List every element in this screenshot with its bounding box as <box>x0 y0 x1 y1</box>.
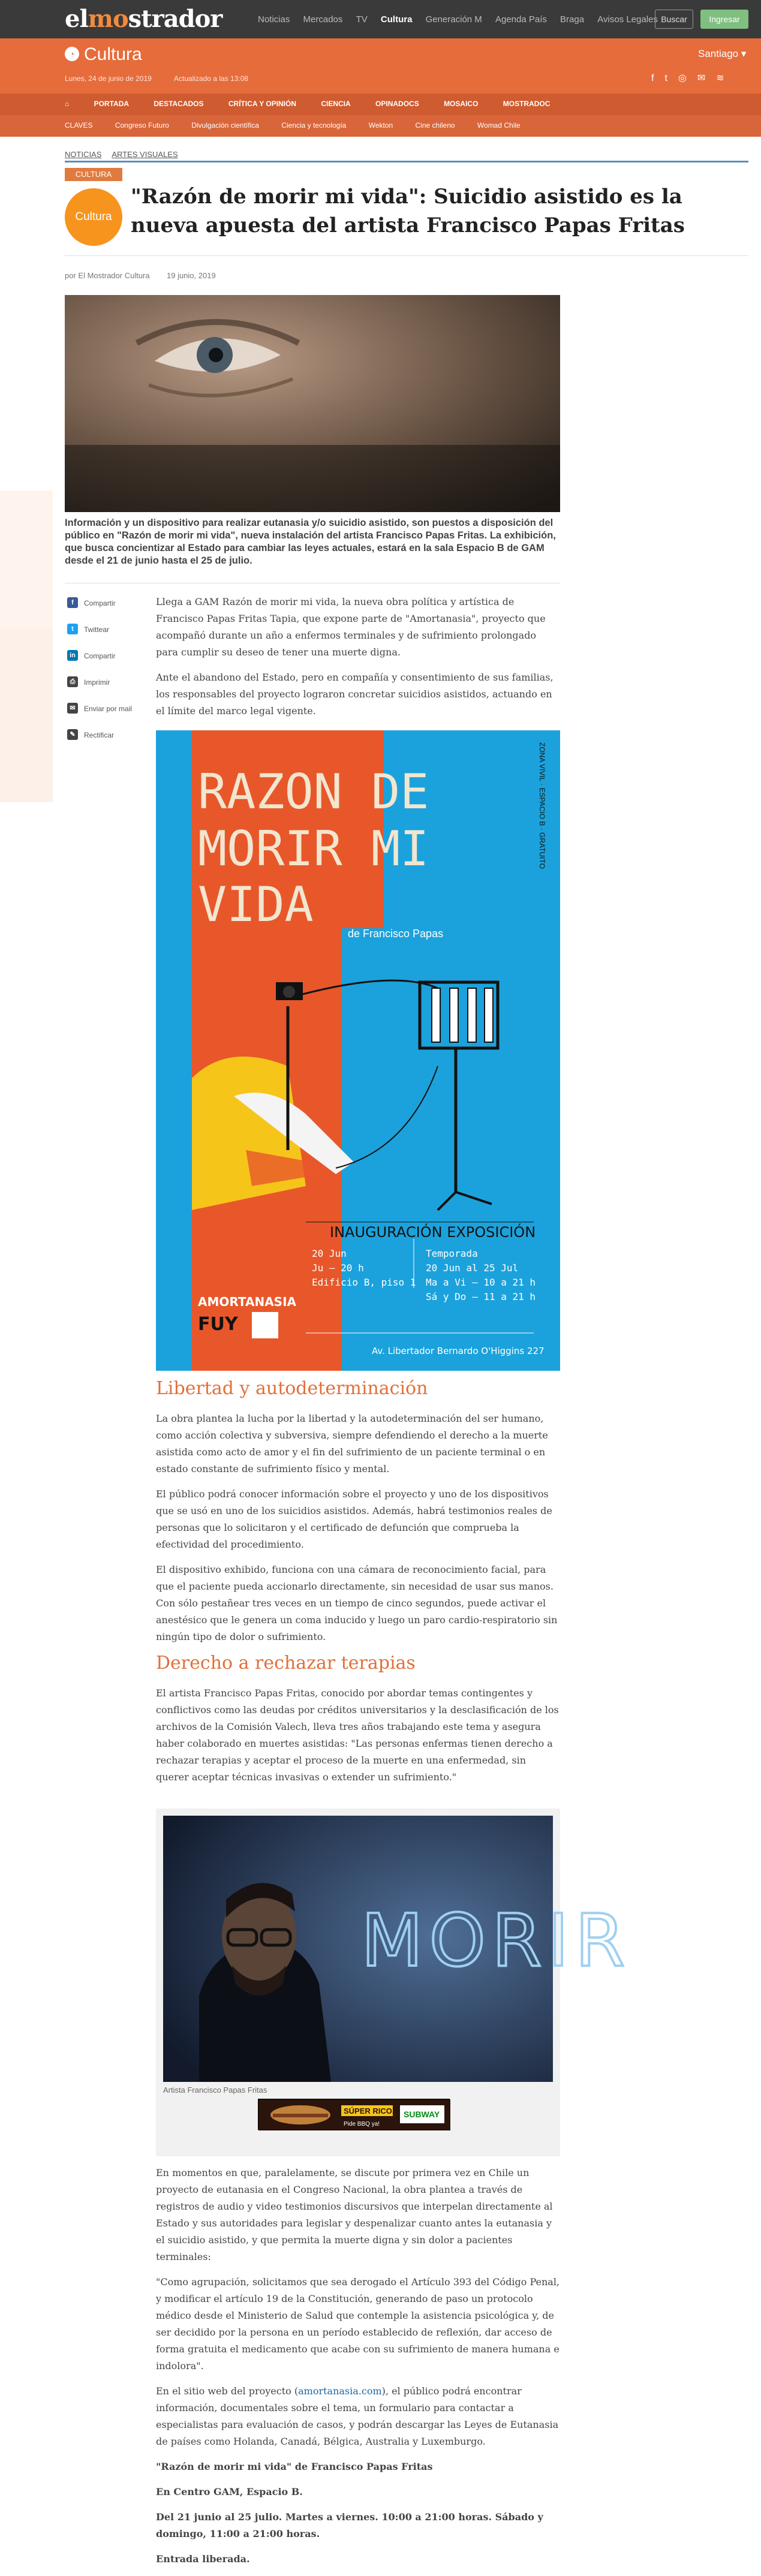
hero-image <box>65 295 560 512</box>
poster-brand: AMORTANASIA <box>198 1295 296 1309</box>
facebook-icon: f <box>67 597 78 608</box>
ad-brand: SUBWAY <box>404 2109 440 2119</box>
paragraph: El dispositivo exhibido, funciona con una cámara de reconocimiento facial, para que el paciente pueda accionarlo directamente, sin necesidad de usar sus manos. Con sólo pestañear tres veces en un tiempo de cinco segundos, puede activar el anestésico que le genera un coma inducido y luego un paro cardio-respiratorio sin ningún tipo de dolor o sufrimiento. <box>156 1564 558 1642</box>
instagram-icon[interactable]: ◎ <box>678 73 697 83</box>
poster-title-3: VIDA <box>198 877 314 932</box>
nav-braga[interactable]: Braga <box>560 14 585 25</box>
login-button[interactable]: Ingresar <box>700 10 748 29</box>
category-tag[interactable]: CULTURA <box>65 168 122 181</box>
current-date: Lunes, 24 de junio de 2019 <box>65 74 152 83</box>
share-sidebar <box>65 597 143 756</box>
article-section-1 <box>156 1410 560 1654</box>
secondary-section-nav <box>0 115 761 137</box>
poster-season-hours-2: Sá y Do – 11 a 21 h <box>426 1291 536 1302</box>
ad-line-1: SÚPER RICO. <box>344 2106 395 2115</box>
nav1-portada[interactable]: PORTADA <box>94 100 130 108</box>
paragraph: El público podrá conocer información sobre el proyecto y uno de los dispositivos que se usó en uno de los suicidios asistidos. Además, habrá testimonios reales de personas que lo solicitaron y el certificado de defunción que comprueba la efectividad del procedimiento. <box>156 1488 552 1550</box>
social-links <box>651 72 735 84</box>
twitter-icon: t <box>67 624 78 634</box>
nav1-ciencia[interactable]: CIENCIA <box>321 100 351 108</box>
section-heading: Libertad y autodeterminación <box>156 1378 428 1399</box>
primary-section-nav <box>0 94 761 115</box>
article-title: "Razón de morir mi vida": Suicidio asistido es la nueva apuesta del artista Francisco Papas Fritas <box>131 185 685 237</box>
city-label: Santiago <box>698 48 739 59</box>
share-rectificar[interactable] <box>65 729 143 756</box>
poster-place: Edificio B, piso 1 <box>312 1277 416 1288</box>
share-email[interactable] <box>65 703 143 729</box>
share-twitter[interactable] <box>65 624 143 650</box>
artist-portrait <box>163 1816 631 2082</box>
exhibition-poster <box>156 730 560 1371</box>
share-linkedin[interactable] <box>65 650 143 676</box>
paragraph-with-link <box>156 2383 560 2450</box>
nav1-mostradoc[interactable]: MOSTRADOC <box>503 100 551 108</box>
nav1-opinadocs[interactable]: OPINADOCS <box>375 100 419 108</box>
info-venue: En Centro GAM, Espacio B. <box>156 2486 303 2497</box>
poster-title-2: MORIR MI <box>198 821 429 877</box>
share-label: Enviar por mail <box>84 705 133 713</box>
divider <box>65 255 748 256</box>
logo-part2: strador <box>128 5 222 33</box>
paragraph: "Como agrupación, solicitamos que sea derogado el Artículo 393 del Código Penal, y modificar el artículo 19 de la Constitución, generando de paso un protocolo médico desde el Ministerio de Salud que contemple la asistencia psicológica y, de ser decidido por la persona en un período establecido de reflexión, dar acceso de forma gratuita el medicamento que acabe con su sufrimiento de manera humana e indolora". <box>156 2276 560 2372</box>
top-bar <box>0 0 761 38</box>
paragraph: La obra plantea la lucha por la libertad y la autodeterminación del ser humano, como acción colectiva y subversiva, siempre defendiendo el derecho a la muerte asistida como acto de amor y el fin del sufrimiento de un paciente terminal o en estado constante de sufrimiento físico y mental. <box>156 1413 548 1474</box>
share-label: Twittear <box>84 625 110 634</box>
share-label: Rectificar <box>84 731 115 739</box>
paragraph: En momentos en que, paralelamente, se discute por primera vez en Chile un proyecto de eutanasia en el Congreso Nacional, la obra plantea a través de registros de audio y video testimonios discursivos que interpelan directamente al Estado y sus autoridades para legislar y despenalizar cuanto antes la eutanasia y el suicidio asistido, y que permita la muerte digna y sin dolor a pacientes terminales: <box>156 2167 553 2262</box>
poster-date: 20 Jun <box>312 1248 347 1259</box>
ad-line-2: Pide BBQ ya! <box>344 2121 380 2127</box>
poster-brand-2: FUY <box>198 1314 238 1335</box>
updated-time: Actualizado a las 13:08 <box>174 74 249 83</box>
paragraph: Ante el abandono del Estado, pero en compañía y consentimiento de sus familias, los responsables del proyecto lograron concretar suicidios asistidos, actuando en el límite del marco legal vigente. <box>156 672 554 717</box>
poster-address: Av. Libertador Bernardo O'Higgins 227 <box>372 1346 545 1356</box>
poster-inauguration: INAUGURACIÓN EXPOSICIÓN <box>330 1224 536 1241</box>
text: En el sitio web del proyecto ( <box>156 2385 299 2397</box>
logo-o: o <box>112 5 128 33</box>
nav-noticias[interactable]: Noticias <box>258 14 290 25</box>
logo-part1: el <box>65 5 88 33</box>
info-dates: Del 21 junio al 25 julio. Martes a viernes. 10:00 a 21:00 horas. Sábado y domingo, 11:00 a 21:00 horas. <box>156 2511 543 2539</box>
publish-date: 19 junio, 2019 <box>167 271 216 280</box>
artist-photo <box>163 1816 631 2082</box>
nav-tv[interactable]: TV <box>356 14 368 25</box>
chevron-down-icon: ▾ <box>741 48 747 59</box>
elderly-eye-photo <box>65 295 560 512</box>
info-price: Entrada liberada. <box>156 2553 250 2565</box>
section-title: Cultura <box>84 44 142 64</box>
category-badge[interactable]: Cultura <box>65 188 122 246</box>
byline: por El Mostrador Cultura <box>65 271 150 280</box>
linkedin-icon: in <box>67 650 78 661</box>
logo-m: m <box>88 5 113 33</box>
nav1-destacados[interactable]: DESTACADOS <box>154 100 204 108</box>
breadcrumb-artes-visuales[interactable]: ARTES VISUALES <box>112 150 178 159</box>
twitter-icon[interactable]: t <box>664 73 678 83</box>
nav2-cine-chileno[interactable]: Cine chileno <box>415 121 455 130</box>
poster-title-1: RAZON DE <box>198 764 429 820</box>
nav-cultura[interactable]: Cultura <box>380 14 413 25</box>
photo-caption: Artista Francisco Papas Fritas <box>163 2086 267 2094</box>
share-print[interactable] <box>65 676 143 703</box>
nav2-wekton[interactable]: Wekton <box>368 121 393 130</box>
side-banner-top <box>0 490 53 628</box>
divider <box>65 161 748 162</box>
poster-season-label: Temporada <box>426 1248 478 1259</box>
site-logo[interactable] <box>65 5 222 33</box>
article-section-2 <box>156 1685 560 1794</box>
photo-figure <box>156 1808 631 2156</box>
nav-agenda-pais[interactable]: Agenda País <box>495 14 547 25</box>
rss-icon[interactable]: ≋ <box>716 73 735 83</box>
facebook-icon[interactable]: f <box>651 73 665 83</box>
main-nav <box>258 14 669 25</box>
ad-banner[interactable] <box>258 2099 450 2130</box>
poster-time: Ju – 20 h <box>312 1262 364 1274</box>
nav2-claves[interactable]: CLAVES <box>65 121 93 130</box>
article-lead: Información y un dispositivo para realizar eutanasia y/o suicidio asistido, son puestos a disposición del público en "Razón de morir mi vida", nueva instalación del artista Francisco Papas Fritas. La exhibición, que busca concientizar al Estado para cambiar las leyes actuales, estará en la sala Espacio B de GAM desde el 21 de junio hasta el 25 de julio. <box>65 517 556 566</box>
breadcrumb <box>65 150 187 159</box>
article-section-3 <box>156 2165 560 2576</box>
search-button[interactable]: Buscar <box>655 10 693 29</box>
poster-season-dates: 20 Jun al 25 Jul <box>426 1262 519 1274</box>
poster-season-hours-1: Ma a Vi – 10 a 21 h <box>426 1277 536 1288</box>
nav2-ciencia-tecnologia[interactable]: Ciencia y tecnología <box>281 121 347 130</box>
paragraph: Llega a GAM Razón de morir mi vida, la nueva obra política y artística de Francisco Papas Fritas Tapia, que expone parte de "Amortanasia", proyecto que acompañó durante un año a enfermos terminales y de sufrimiento prolongado para cumplir su deseo de tener una muerte digna. <box>156 596 546 658</box>
nav2-divulgacion[interactable]: Divulgación científica <box>191 121 259 130</box>
article-intro <box>156 594 560 728</box>
share-facebook[interactable] <box>65 597 143 624</box>
share-label: Compartir <box>84 652 116 660</box>
home-icon[interactable]: ⌂ <box>65 100 70 108</box>
poster-author: de Francisco Papas <box>348 928 444 940</box>
share-label: Compartir <box>84 599 116 607</box>
clock-icon: ◔ <box>65 47 79 61</box>
ad-artwork <box>258 2099 450 2130</box>
nav1-critica[interactable]: CRÍTICA Y OPINIÓN <box>228 100 296 108</box>
print-icon: ⎙ <box>67 676 78 687</box>
neon-text: MORIR <box>361 1900 631 1983</box>
project-website-link[interactable]: amortanasia.com <box>298 2385 382 2397</box>
breadcrumb-noticias[interactable]: NOTICIAS <box>65 150 102 159</box>
info-title: "Razón de morir mi vida" de Francisco Papas Fritas <box>156 2461 433 2472</box>
poster-vertical-text: ZONA VIVIL · ESPACIO B · GRATUITO <box>538 742 546 869</box>
text: ), el público podrá encontrar información, documentales sobre el tema, un formulario para contactar a especialistas para evaluación de casos, y podrán descargar las Leyes de Eutanasia de países como Holanda, Canadá, Bélgica, Australia y Luxemburgo. <box>156 2385 559 2447</box>
nav-avisos-legales[interactable]: Avisos Legales <box>597 14 658 25</box>
email-icon: ✉ <box>67 703 78 714</box>
qr-code <box>252 1312 278 1338</box>
email-icon[interactable]: ✉ <box>697 73 717 83</box>
share-label: Imprimir <box>84 678 110 687</box>
nav-generacion-m[interactable]: Generación M <box>425 14 482 25</box>
nav2-congreso-futuro[interactable]: Congreso Futuro <box>115 121 169 130</box>
nav-mercados[interactable]: Mercados <box>303 14 343 25</box>
edit-icon: ✎ <box>67 729 78 740</box>
nav2-womad[interactable]: Womad Chile <box>477 121 521 130</box>
section-heading: Derecho a rechazar terapias <box>156 1653 416 1674</box>
nav1-mosaico[interactable]: MOSAICO <box>444 100 479 108</box>
city-selector[interactable] <box>698 48 746 60</box>
poster-artwork <box>156 730 560 1371</box>
section-header <box>0 38 761 94</box>
paragraph: El artista Francisco Papas Fritas, conocido por abordar temas contingentes y conflictivos como las deudas por créditos universitarios y la desclasificación de los archivos de la Comisión Valech, lleva tres años trabajando este tema y asegura haber colaborado en muertes asistidas: "Las personas enfermas tienen derecho a rechazar terapias y aceptar el proceso de la muerte en una enfermedad, sin querer aceptar técnicas invasivas o extender un sufrimiento." <box>156 1687 559 1783</box>
